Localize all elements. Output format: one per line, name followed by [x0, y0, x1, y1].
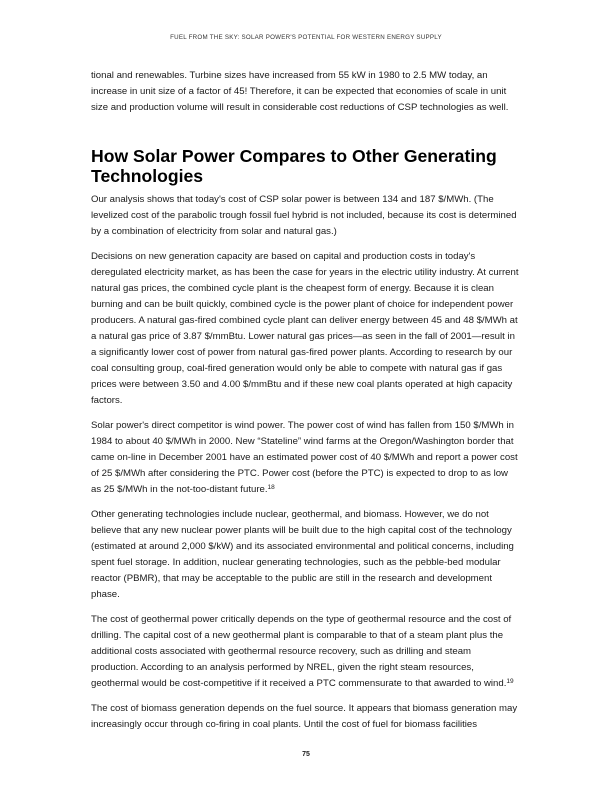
footnote-ref[interactable]: 18 [267, 484, 275, 491]
section-heading: How Solar Power Compares to Other Generating Technologies [91, 146, 497, 186]
paragraph-text: Solar power's direct competitor is wind power. The power cost of wind has fallen from 150 $/MWh in 1984 to about 40 $/MWh in 2000. New “Stateline” wind farms at the Oregon/Washington border that came on-line in December 2001 have an estimated power cost of 40 $/MWh and report a power cost of 25 $/MWh after considering the PTC. Power cost (before the PTC) is expected to drop to as low as 25 $/MWh in the not-too-distant future. [91, 420, 518, 495]
paragraph [91, 612, 519, 692]
continuation-text [91, 68, 519, 116]
paragraph-text: Decisions on new generation capacity are based on capital and production costs in today's deregulated electricity market, as has been the case for years in the electric utility industry. At current natural gas prices, the combined cycle plant is the cheapest form of energy. Because it is clean burning and can be built quickly, combined cycle is the power plant of choice for independent power producers. A natural gas-fired combined cycle plant can deliver energy between 45 and 48 $/MWh at a natural gas price of 3.87 $/mmBtu. Lower natural gas prices—as seen in the fall of 2001—result in a significantly lower cost of power from natural gas-fired power plants. According to research by our coal consulting group, coal-fired generation would only be able to compete with natural gas if gas prices were between 3.50 and 4.00 $/mmBtu and if these new coal plants operated at high capacity factors. [91, 251, 519, 406]
paragraph-text: Our analysis shows that today's cost of CSP solar power is between 134 and 187 $/MWh. (The levelized cost of the parabolic trough fossil fuel hybrid is not included, because its cost is determined by a combination of electricity from solar and natural gas.) [91, 194, 517, 237]
paragraph [91, 507, 519, 603]
paragraph [91, 192, 519, 240]
running-head: FUEL FROM THE SKY: SOLAR POWER'S POTENTIAL FOR WESTERN ENERGY SUPPLY [170, 34, 442, 41]
footnote-ref[interactable]: 19 [506, 678, 514, 685]
page-number: 75 [302, 751, 310, 758]
paragraph [91, 418, 519, 498]
paragraph-text: Other generating technologies include nuclear, geothermal, and biomass. However, we do not believe that any new nuclear power plants will be built due to the high capital cost of the technology (estimated at around 2,000 $/kW) and its associated environmental and political concerns, including spent fuel storage. In addition, nuclear generating technologies, such as the pebble-bed modular reactor (PBMR), that may be acceptable to the public are still in the research and development phase. [91, 509, 514, 600]
section-body [91, 192, 519, 742]
paragraph [91, 249, 519, 409]
paragraph-text: The cost of geothermal power critically depends on the type of geothermal resource and the cost of drilling. The capital cost of a new geothermal plant is comparable to that of a steam plant plus the additional costs associated with geothermal resource recovery, such as drilling and steam production. According to an analysis performed by NREL, given the right steam resources, geothermal would be cost-competitive if it received a PTC commensurate to that awarded to wind. [91, 614, 512, 689]
paragraph: tional and renewables. Turbine sizes have increased from 55 kW in 1980 to 2.5 MW today, an increase in unit size of a factor of 45! Therefore, it can be expected that economies of scale in unit size and production volume will result in considerable cost reductions of CSP technologies as well. [91, 70, 509, 113]
paragraph [91, 701, 519, 733]
paragraph-text: The cost of biomass generation depends on the fuel source. It appears that biomass generation may increasingly occur through co-firing in coal plants. Until the cost of fuel for biomass facilities [91, 703, 518, 730]
